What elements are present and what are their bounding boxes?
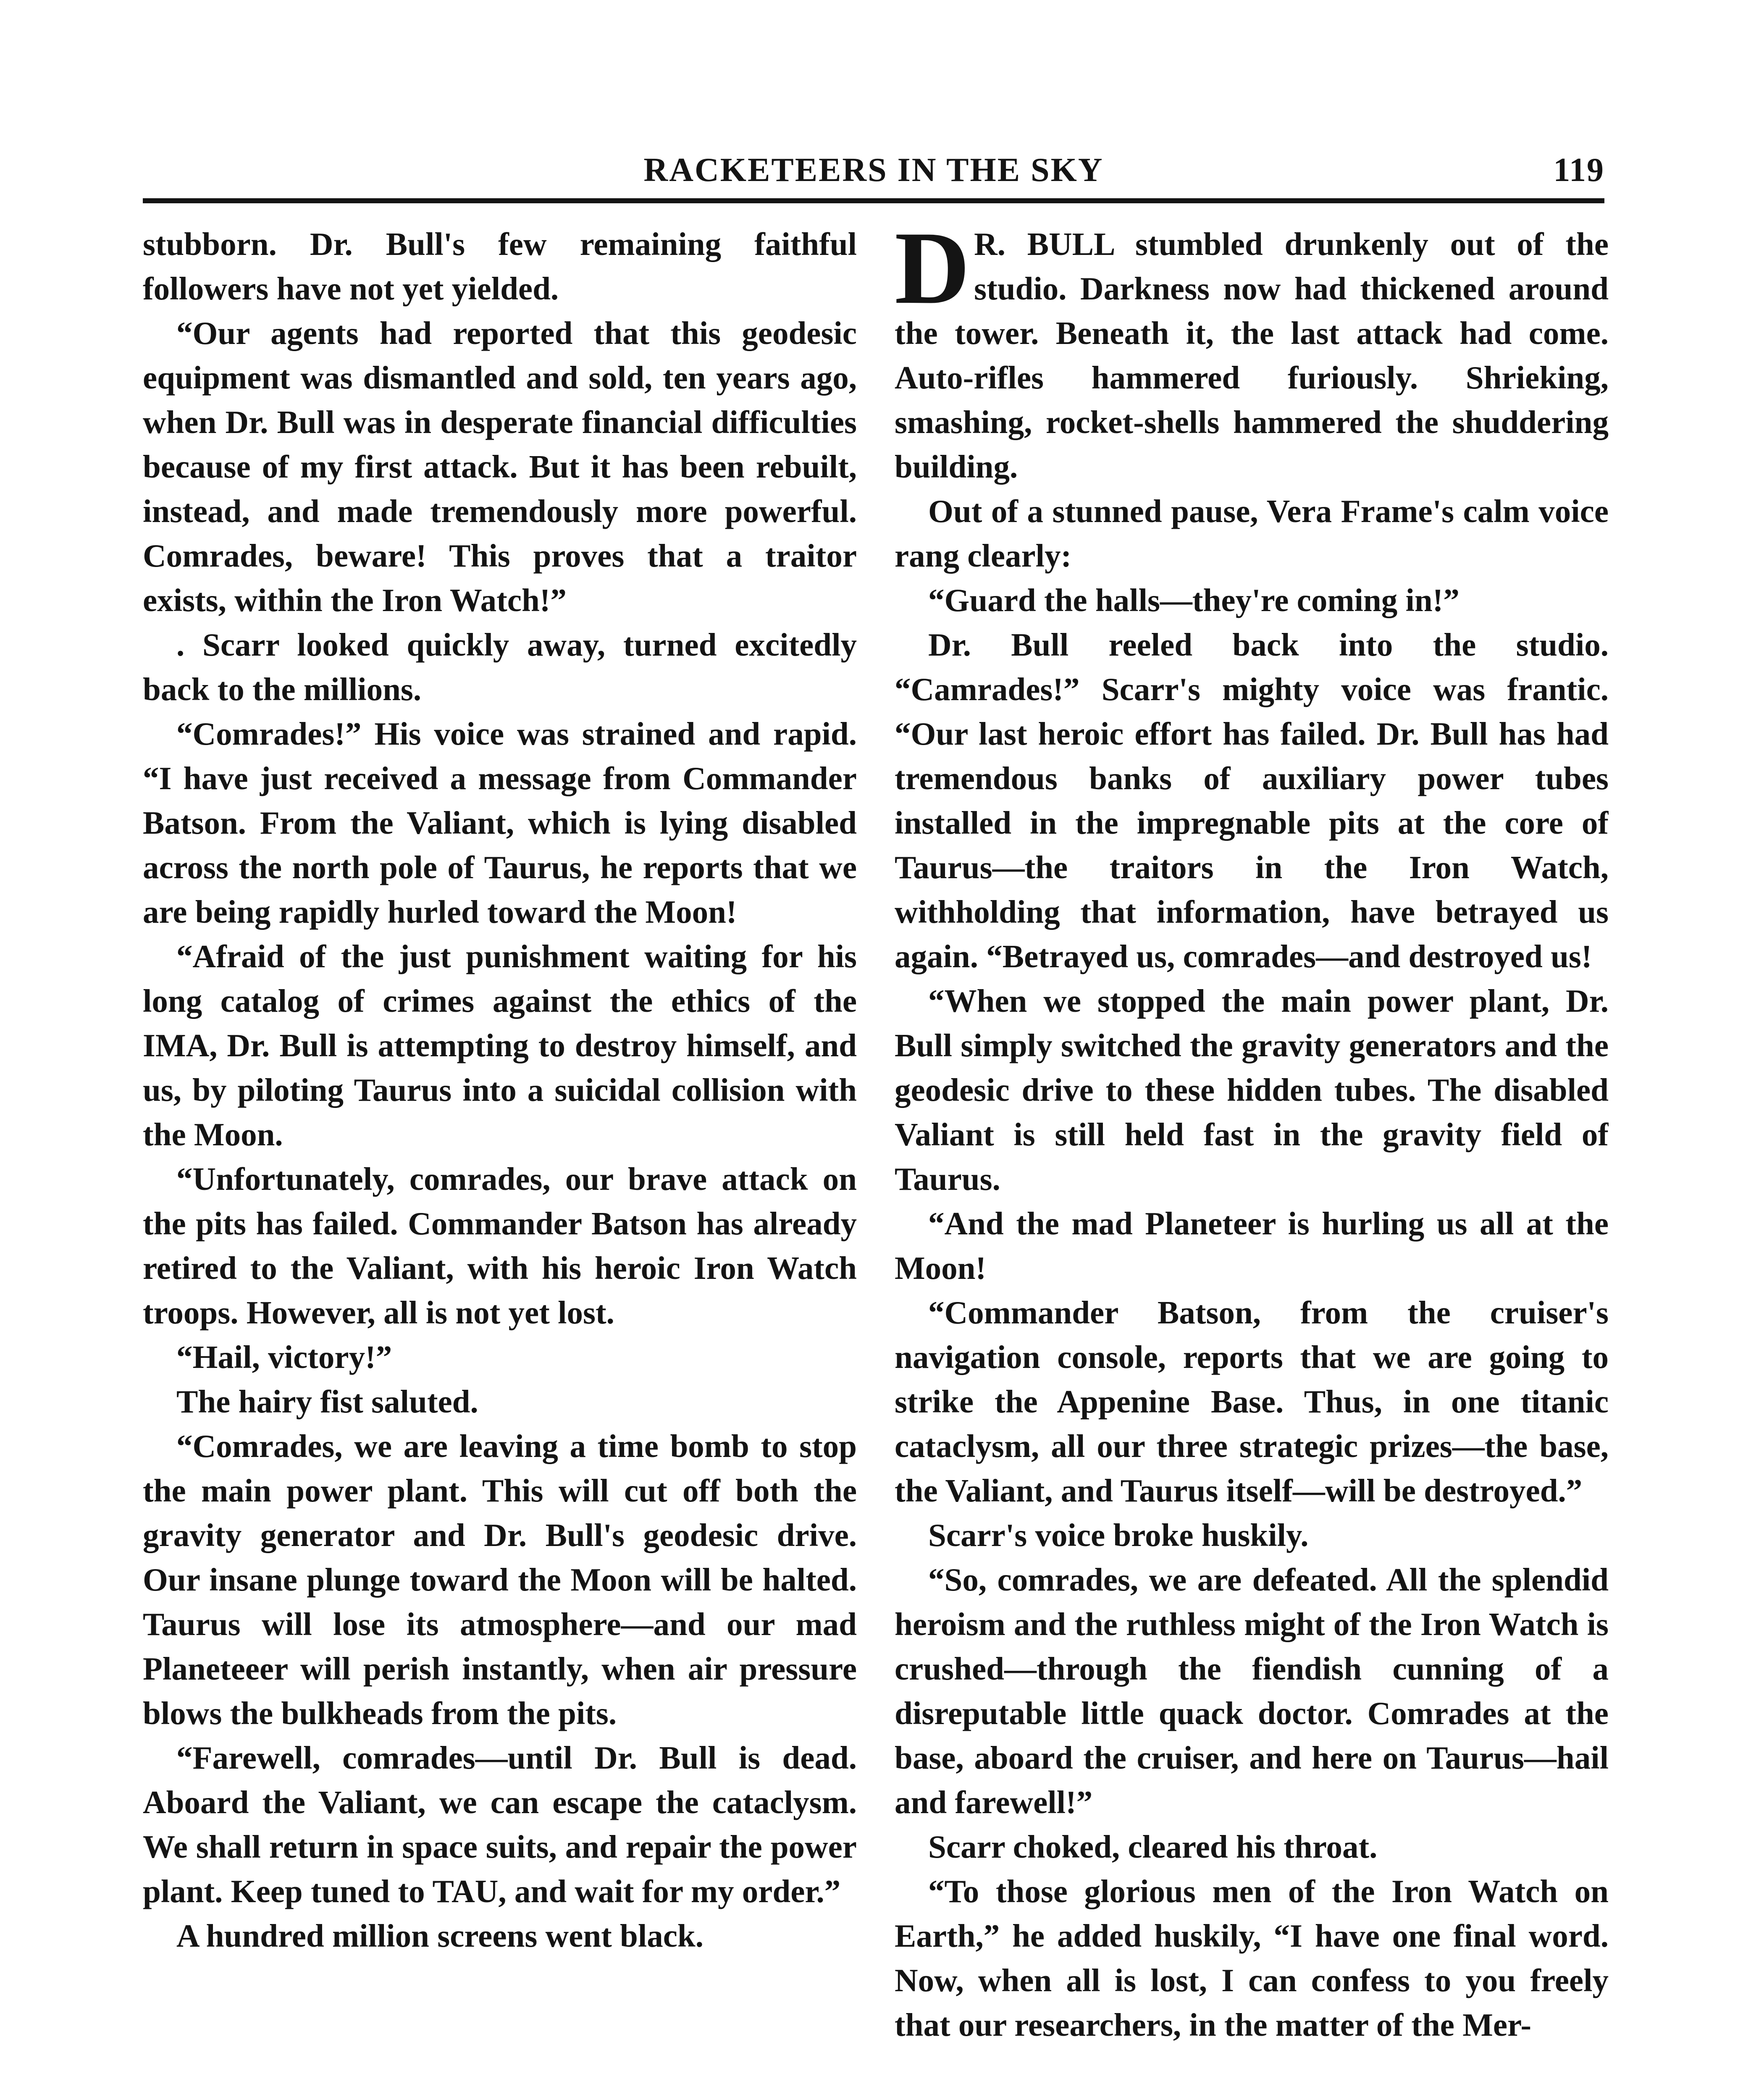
paragraph: Dr. Bull reeled back into the studio. “Camrades!” Scarr's mighty voice was frantic. “Our last heroic effort has failed. Dr. Bull has had tremendous banks of auxiliary power tubes installed in the impregnable pits at the core of Taurus—the traitors in the Iron Watch, withholding that information, have betrayed us again. “Betrayed us, comrades—and destroyed us! [895,627,1609,974]
paragraph: “To those glorious men of the Iron Watch on Earth,” he added huskily, “I have one final word. Now, when all is lost, I can confess to you freely that our researchers, in the matter of the Mer- [895,1873,1609,2043]
running-title: RACKETEERS IN THE SKY [643,152,1104,189]
paragraph: “Afraid of the just punishment waiting for his long catalog of crimes against the ethics of the IMA, Dr. Bull is attempting to destroy himself, and us, by piloting Taurus into a suicidal collision with the Moon. [143,938,857,1152]
drop-cap: D [895,222,970,326]
paragraph: “Guard the halls—they're coming in!” [928,582,1460,618]
paragraph: Out of a stunned pause, Vera Frame's calm voice rang clearly: [895,493,1609,574]
paragraph: “Comrades!” His voice was strained and rapid. “I have just received a message from Commander Batson. From the Valiant, which is lying disabled across the north pole of Taurus, he reports that we are being rapidly hurled toward the Moon! [143,716,857,930]
paragraph: “Comrades, we are leaving a time bomb to stop the main power plant. This will cut off both the gravity generator and Dr. Bull's geodesic drive. Our insane plunge toward the Moon will be halted. Taurus will lose its atmosphere—and our mad Planeteeer will perish instantly, when air pressure blows the bulkheads from the pits. [143,1428,857,1731]
paragraph: Scarr's voice broke huskily. [928,1517,1309,1553]
paragraph: “Hail, victory!” [176,1339,392,1375]
paragraph: “Farewell, comrades—until Dr. Bull is dead. Aboard the Valiant, we can escape the cataclysm. We shall return in space suits, and repair the power plant. Keep tuned to TAU, and wait for my order.” [143,1740,857,1909]
paragraph: stubborn. Dr. Bull's few remaining faithful followers have not yet yielded. [143,226,857,307]
paragraph: “Our agents had reported that this geodesic equipment was dismantled and sold, ten years ago, when Dr. Bull was in desperate financial difficulties because of my first attack. But it has been rebuilt, instead, and made tremendously more powerful. Comrades, beware! This proves that a traitor exists, within the Iron Watch!” [143,315,857,618]
opening-paragraph [895,222,1609,489]
paragraph: . Scarr looked quickly away, turned excitedly back to the millions. [143,627,857,707]
opening-paragraph-text: R. BULL stumbled drunkenly out of the studio. Darkness now had thickened around the tower. Beneath it, the last attack had come. Auto-rifles hammered furiously. Shrieking, smashing, rocket-shells hammered the shuddering building. [895,226,1609,485]
paragraph: “Unfortunately, comrades, our brave attack on the pits has failed. Commander Batson has already retired to the Valiant, with his heroic Iron Watch troops. However, all is not yet lost. [143,1161,857,1331]
paragraph: “So, comrades, we are defeated. All the splendid heroism and the ruthless might of the Iron Watch is crushed—through the fiendish cunning of a disreputable little quack doctor. Comrades at the base, aboard the cruiser, and here on Taurus—hail and farewell!” [895,1562,1609,1820]
paragraph: Scarr choked, cleared his throat. [928,1829,1378,1865]
header-rule [143,198,1604,203]
paragraph: “And the mad Planeteer is hurling us all at the Moon! [895,1205,1609,1286]
paragraph: The hairy fist saluted. [176,1383,478,1420]
left-column [143,222,857,2100]
paragraph: A hundred million screens went black. [176,1918,704,1954]
paragraph: “Commander Batson, from the cruiser's navigation console, reports that we are going to strike the Appenine Base. Thus, in one titanic cataclysm, all our three strategic prizes—the base, the Valiant, and Taurus itself—will be destroyed.” [895,1294,1609,1509]
page-number: 119 [1553,152,1604,189]
paragraph: “When we stopped the main power plant, Dr. Bull simply switched the gravity generators and the geodesic drive to these hidden tubes. The disabled Valiant is still held fast in the gravity field of Taurus. [895,983,1609,1197]
right-column [895,222,1609,2100]
page-header [143,151,1604,197]
